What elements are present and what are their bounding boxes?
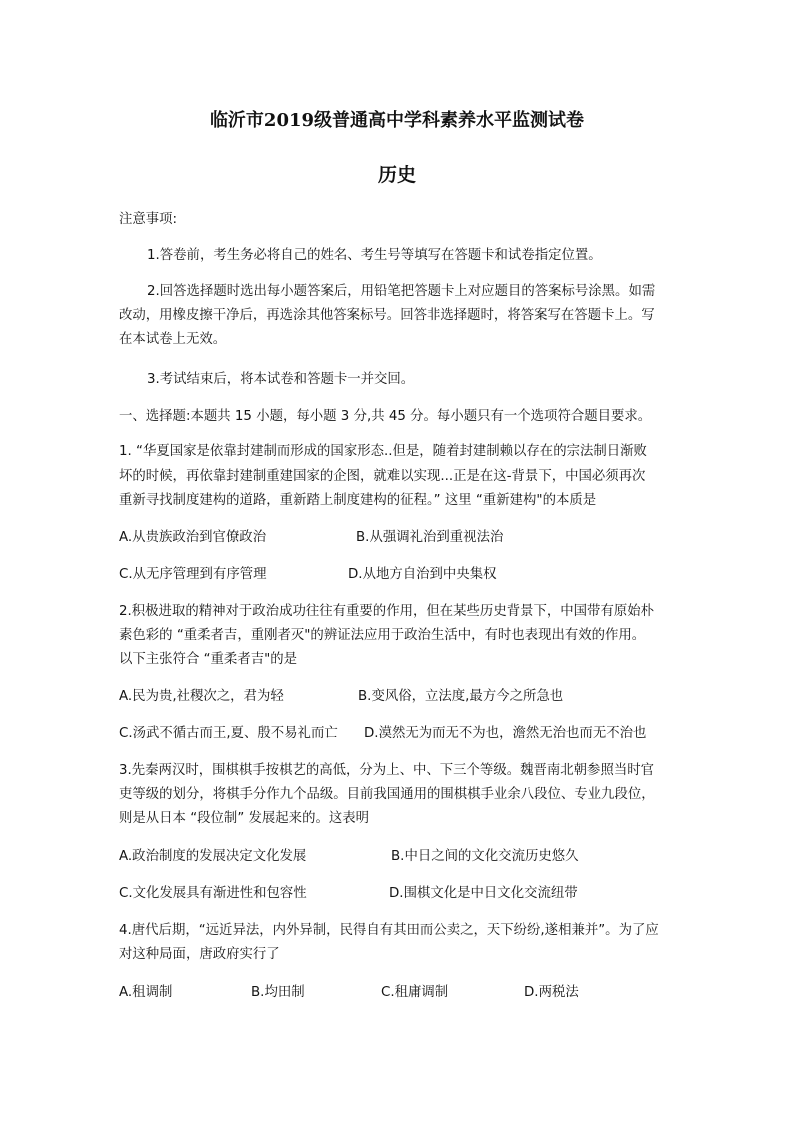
question-1-line-2: 坏的时候，再依靠封建制重建国家的企图，就难以实现...正是在这-背景下，中国必须再次	[119, 469, 646, 484]
question-1-option-b: B.从强调礼治到重视法治	[356, 530, 504, 545]
question-2-option-c: C.汤武不循古而王,夏、殷不易礼而亡	[119, 726, 338, 741]
question-4-option-b: B.均田制	[251, 985, 305, 1000]
exam-title: 临沂市2019级普通高中学科素养水平监测试卷	[209, 110, 585, 131]
question-3-option-b: B.中日之间的文化交流历史悠久	[391, 849, 579, 864]
notice-heading: 注意事项:	[119, 212, 178, 227]
question-3-line-2: 吏等级的划分，将棋手分作九个品级。目前我国通用的围棋棋手业余八段位、专业九段位，	[119, 787, 655, 802]
question-3-option-a: A.政治制度的发展决定文化发展	[119, 849, 307, 864]
question-2-option-a: A.民为贵,社稷次之，君为轻	[119, 689, 284, 704]
question-1-line-1: 1. “华夏国家是依靠封建制而形成的国家形态..但是，随着封建制赖以存在的宗法制日渐败	[119, 444, 647, 459]
question-3-option-c: C.文化发展具有渐进性和包容性	[119, 886, 307, 901]
question-1-option-d: D.从地方自治到中央集权	[348, 567, 497, 582]
notice-item-2-line-1: 2.回答选择题时选出每小题答案后，用铅笔把答题卡上对应题目的答案标号涂黑。如需	[147, 284, 656, 299]
question-4-line-1: 4.唐代后期，“远近异法，内外异制，民得自有其田而公卖之，天下纷纷,遂相兼并”。为了应	[119, 923, 659, 938]
notice-item-3: 3.考试结束后，将本试卷和答题卡一并交回。	[147, 372, 415, 387]
question-2-line-2: 素色彩的 “重柔者吉，重刚者灭"的辨证法应用于政治生活中，有时也表现出有效的作用。	[119, 628, 646, 643]
question-2-option-d: D.漠然无为而无不为也，澹然无治也而无不治也	[364, 726, 647, 741]
section-heading: 一、选择题:本题共 15 小题，每小题 3 分,共 45 分。每小题只有一个选项符合题目要求。	[119, 409, 652, 424]
question-2-line-1: 2.积极进取的精神对于政治成功往往有重要的作用，但在某些历史背景下，中国带有原始朴	[119, 604, 655, 619]
question-2-option-b: B.变风俗，立法度,最方今之所急也	[358, 689, 564, 704]
notice-item-2-line-2: 改动，用橡皮擦干净后，再选涂其他答案标号。回答非选择题时，将答案写在答题卡上。写	[119, 308, 655, 323]
question-4-option-c: C.租庸调制	[381, 985, 449, 1000]
question-1-option-c: C.从无序管理到有序管理	[119, 567, 267, 582]
question-2-line-3: 以下主张符合 “重柔者吉"的是	[119, 652, 298, 667]
question-3-line-1: 3.先秦两汉时，围棋棋手按棋艺的高低，分为上、中、下三个等级。魏晋南北朝参照当时官	[119, 763, 655, 778]
subject-title: 历史	[377, 164, 416, 186]
question-4-line-2: 对这种局面，唐政府实行了	[119, 947, 280, 962]
question-3-line-3: 则是从日本 “段位制” 发展起来的。这表明	[119, 811, 370, 826]
question-4-option-d: D.两税法	[524, 985, 579, 1000]
notice-item-2-line-3: 在本试卷上无效。	[119, 332, 227, 347]
question-3-option-d: D.围棋文化是中日文化交流纽带	[389, 886, 578, 901]
question-4-option-a: A.租调制	[119, 985, 173, 1000]
question-1-line-3: 重新寻找制度建构的道路，重新踏上制度建构的征程。” 这里 “重新建构"的本质是	[119, 493, 597, 508]
notice-item-1: 1.答卷前，考生务必将自己的姓名、考生号等填写在答题卡和试卷指定位置。	[147, 248, 602, 263]
question-1-option-a: A.从贵族政治到官僚政治	[119, 530, 267, 545]
